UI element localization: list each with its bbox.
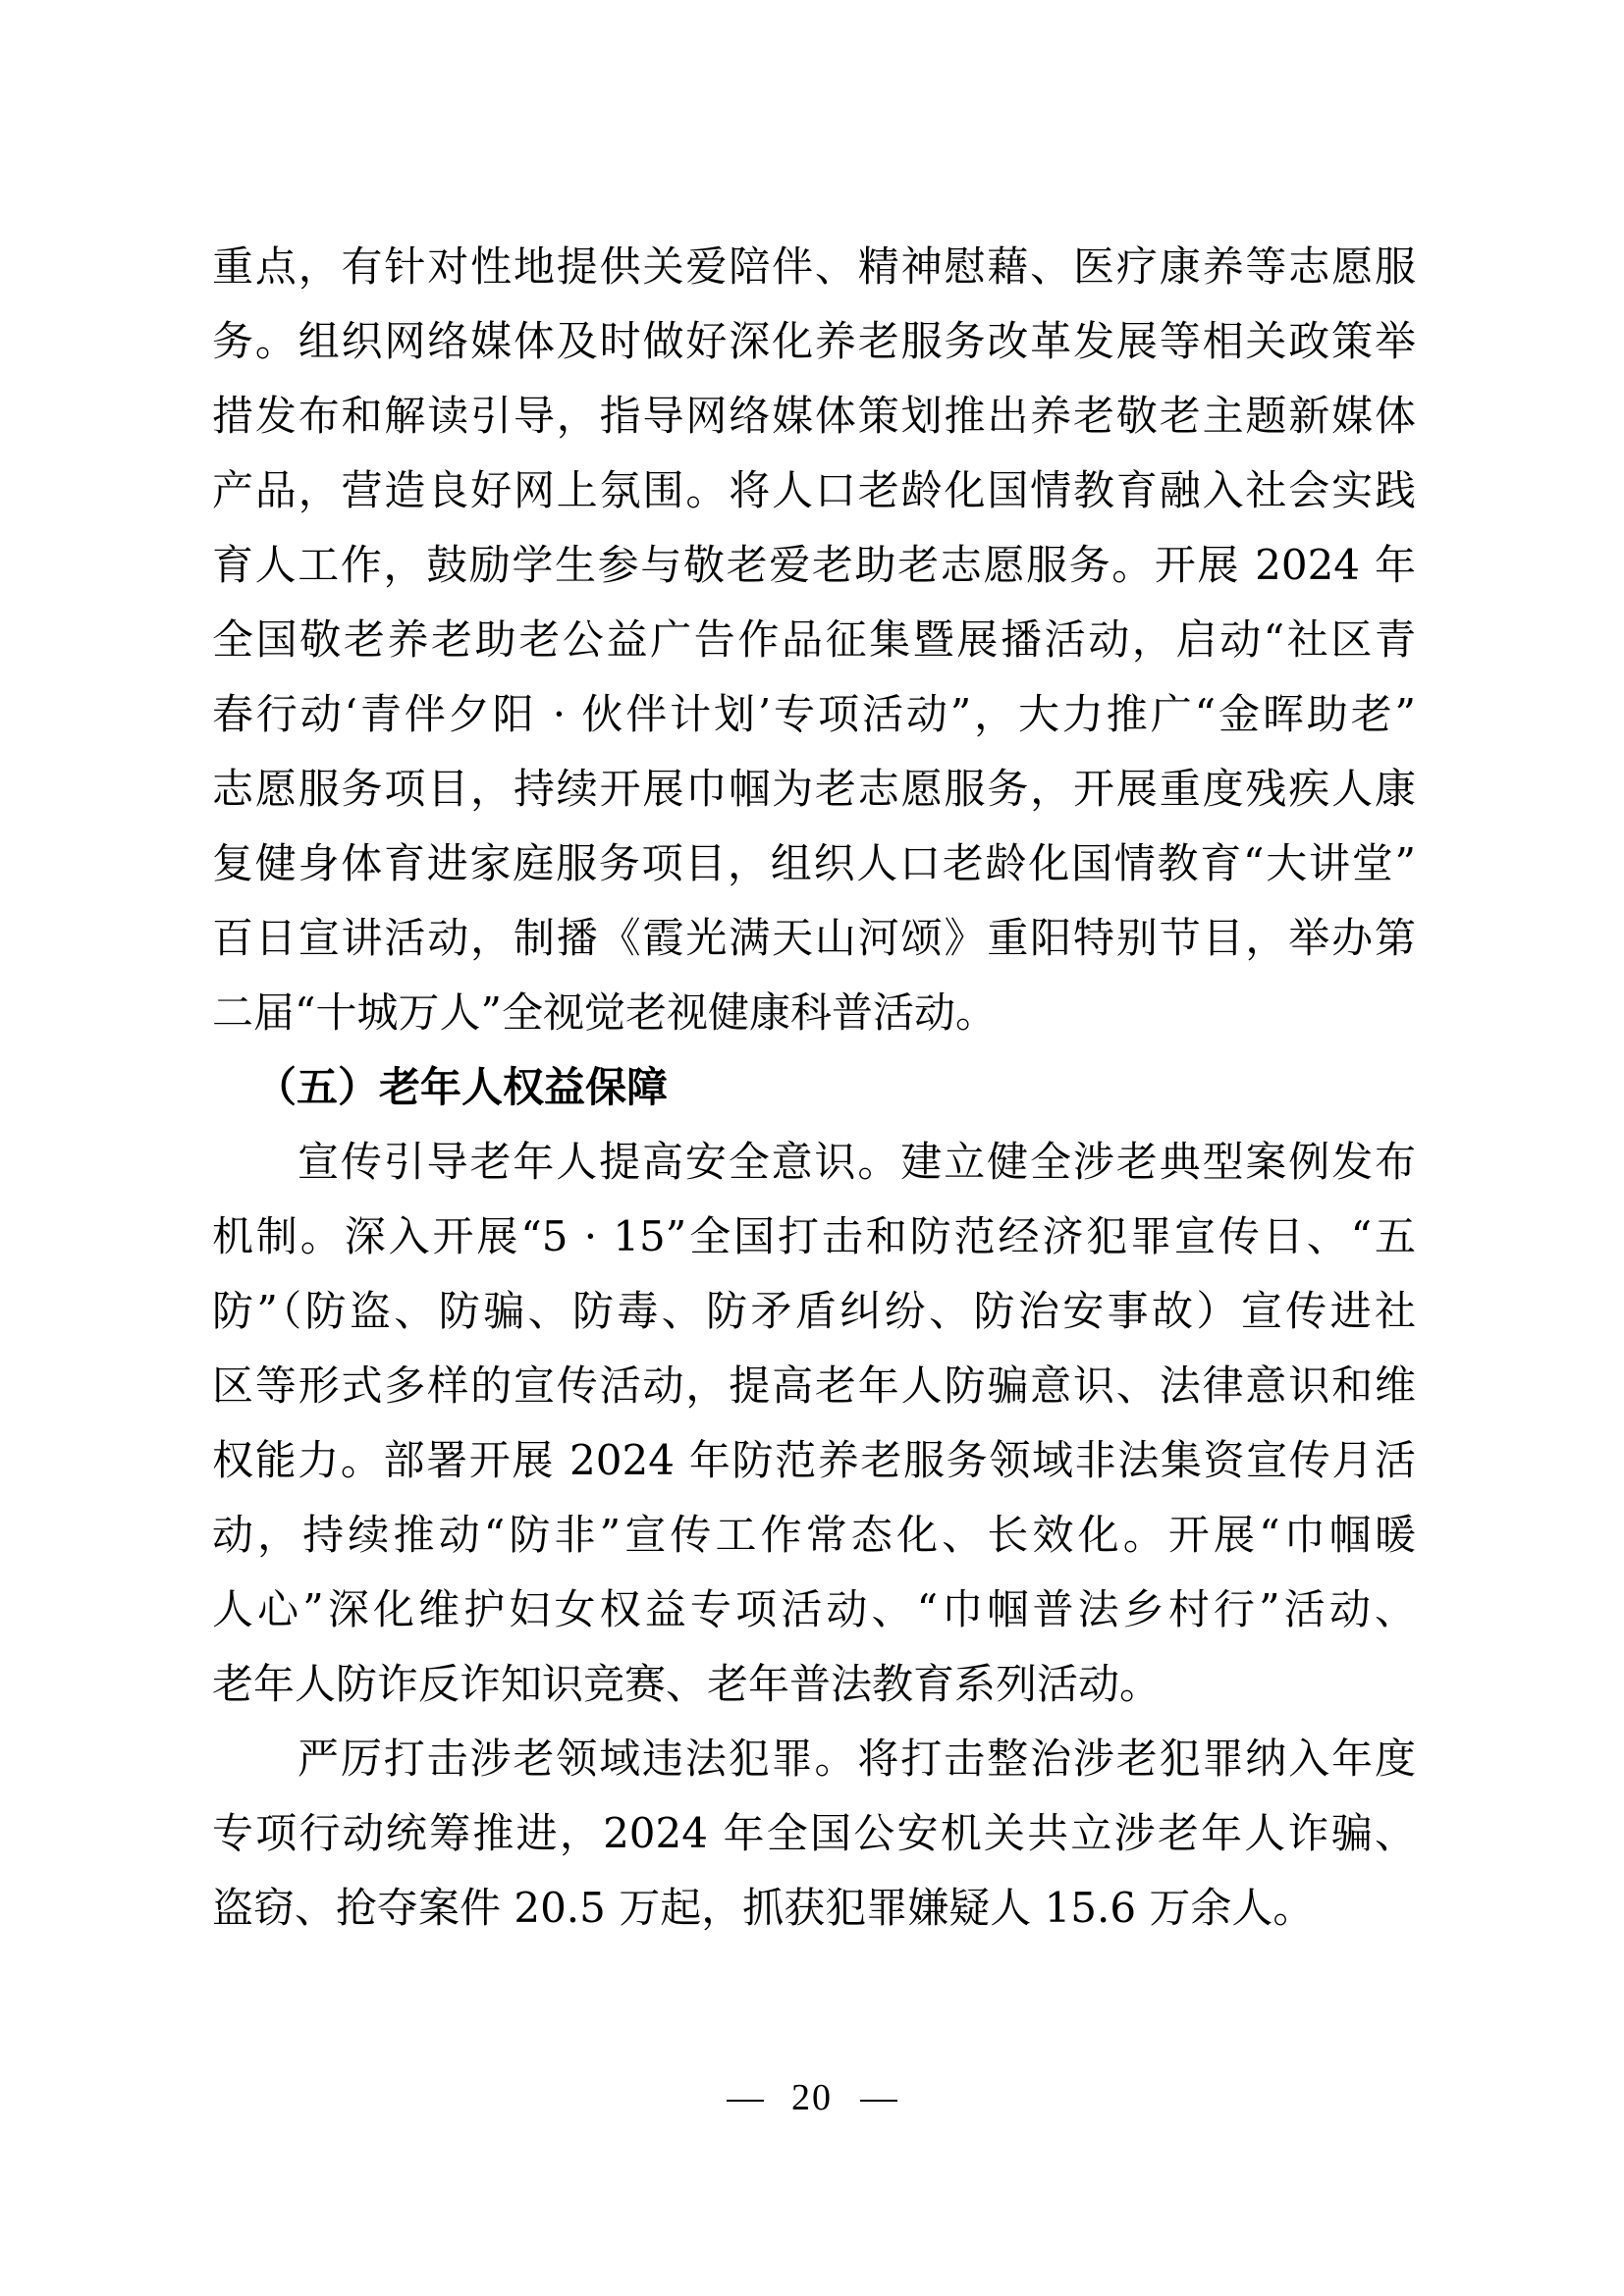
text-line: 育人工作，鼓励学生参与敬老爱老助老志愿服务。开展 2024 年	[212, 541, 1416, 589]
text-line: 严厉打击涉老领域违法犯罪。将打击整治涉老犯罪纳入年度	[298, 1735, 1416, 1783]
text-line: 产品，营造良好网上氛围。将人口老龄化国情教育融入社会实践	[212, 466, 1416, 514]
section-heading: （五）老年人权益保障	[255, 1063, 669, 1111]
text-line: 措发布和解读引导，指导网络媒体策划推出养老敬老主题新媒体	[212, 392, 1416, 440]
page-number: 20	[791, 2077, 833, 2118]
paragraph-safety-awareness	[212, 1125, 1416, 1722]
text-line: 务。组织网络媒体及时做好深化养老服务改革发展等相关政策举	[212, 317, 1416, 365]
text-line: 百日宣讲活动，制播《霞光满天山河颂》重阳特别节目，举办第	[212, 914, 1416, 962]
text-line: 宣传引导老年人提高安全意识。建立健全涉老典型案例发布	[298, 1138, 1416, 1186]
text-line: 二届“十城万人”全视觉老视健康科普活动。	[212, 988, 997, 1037]
text-line: 防”（防盗、防骗、防毒、防矛盾纠纷、防治安事故）宣传进社	[212, 1287, 1416, 1335]
text-line: 机制。深入开展“5 · 15”全国打击和防范经济犯罪宣传日、“五	[212, 1212, 1416, 1260]
text-line: 区等形式多样的宣传活动，提高老年人防骗意识、法律意识和维	[212, 1362, 1416, 1410]
text-line: 专项行动统筹推进，2024 年全国公安机关共立涉老年人诈骗、	[212, 1809, 1416, 1857]
paragraph-volunteer-services	[212, 230, 1416, 1050]
text-line: 老年人防诈反诈知识竞赛、老年普法教育系列活动。	[212, 1660, 1162, 1708]
text-line: 全国敬老养老助老公益广告作品征集暨展播活动，启动“社区青	[212, 615, 1416, 664]
text-line: 春行动‘青伴夕阳 · 伙伴计划’专项活动”，大力推广“金晖助老”	[212, 690, 1416, 738]
text-line: 盗窃、抢夺案件 20.5 万起，抓获犯罪嫌疑人 15.6 万余人。	[212, 1884, 1315, 1932]
text-line: 动，持续推动“防非”宣传工作常态化、长效化。开展“巾帼暖	[212, 1511, 1416, 1559]
text-line: 复健身体育进家庭服务项目，组织人口老龄化国情教育“大讲堂”	[212, 839, 1416, 887]
text-line: 志愿服务项目，持续开展巾帼为老志愿服务，开展重度残疾人康	[212, 765, 1416, 813]
text-line: 重点，有针对性地提供关爱陪伴、精神慰藉、医疗康养等志愿服	[212, 242, 1416, 291]
dash-left	[727, 2100, 764, 2102]
text-line: 权能力。部署开展 2024 年防范养老服务领域非法集资宣传月活	[212, 1436, 1416, 1484]
text-line: 人心”深化维护妇女权益专项活动、“巾帼普法乡村行”活动、	[212, 1585, 1416, 1633]
paragraph-crackdown	[212, 1722, 1416, 1946]
dash-right	[860, 2100, 897, 2102]
document-page	[212, 230, 1416, 1946]
page-footer	[0, 2076, 1624, 2119]
